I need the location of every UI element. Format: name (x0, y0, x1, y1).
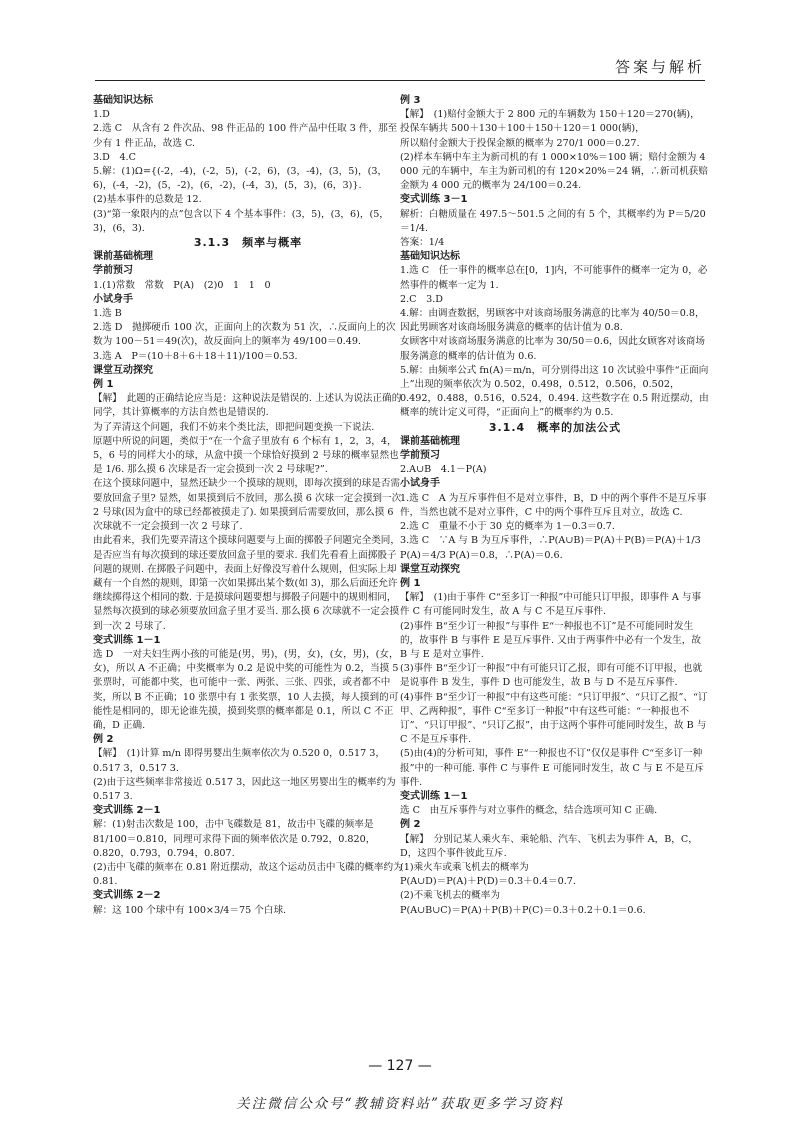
answer-paragraph: 解：(1)射击次数是 100，击中飞碟数是 81，故击中飞碟的频率是 81/100＝0.810，同理可求得下面的频率依次是 0.792，0.820，0.820，0.793，0.794，0.807. (93, 819, 376, 859)
section-heading: 例 1 (400, 577, 421, 589)
answer-paragraph: (2)击中飞碟的频率在 0.81 附近摆动，故这个运动员击中飞碟的概率约为 0.81. (93, 861, 403, 888)
answer-paragraph: 解：这 100 个球中有 100×3/4＝75 个白球. (93, 904, 287, 916)
section-heading: 变式训练 3－1 (400, 194, 468, 206)
answer-paragraph: 【解】 (1)由于事件 C“至多订一种报”中可能只订甲报，即事件 A 与事件 C 有可能同时发生，故 A 与 C 不是互斥事件. (400, 592, 702, 618)
answer-paragraph: 为了弄清这个问题，我们不妨来个类比法，即把问题变换一下说法. (93, 421, 375, 433)
answer-paragraph: (3)事件 B“至少订一种报”中有可能只订乙报，即有可能不订甲报，也就是说事件 B 发生，事件 D 也可能发生，故 B 与 D 不是互斥事件. (400, 663, 703, 689)
answer-paragraph: 【解】 此题的正确结论应当是：这种说法是错误的. 上述认为说法正确的同学，其计算概率的方法自然也是错误的. (93, 393, 402, 419)
answer-paragraph: 5.解：由频率公式 fn(A)＝m/n，可分别得出这 10 次试验中事件“正面向上”出现的频率依次为 0.502，0.498，0.512，0.506，0.502，0.492，0.488，0.516，0.524，0.494. 这些数字在 0.5 附近摆动，由概率的统计定义可得，“正面向上”的概率约为 0.5. (400, 364, 709, 419)
answer-paragraph: P(A∪B∪C)＝P(A)＋P(B)＋P(C)＝0.3＋0.2＋0.1＝0.6. (400, 904, 646, 916)
page-header (95, 50, 705, 81)
answer-paragraph: 2.C 3.D (400, 293, 443, 305)
answer-paragraph: 【解】 分别记某人乘火车、乘轮船、汽车、飞机去为事件 A，B，C，D，这四个事件彼此互斥. (400, 833, 698, 859)
chapter-title: 3.1.4 概率的加法公式 (488, 420, 622, 434)
page-number: — 127 — (368, 1058, 432, 1074)
answer-paragraph: (1)乘火车或乘飞机去的概率为 (400, 861, 529, 873)
section-heading: 课堂互动探究 (400, 563, 460, 575)
section-heading: 例 1 (93, 379, 114, 391)
section-heading: 小试身手 (400, 478, 440, 490)
answer-paragraph: 女顾客中对该商场服务满意的比率为 30/50＝0.6，因此女顾客对该商场服务满意的概率的估计值为 0.6. (400, 336, 705, 362)
answer-paragraph: 在这个摸球问题中，显然还缺少一个摸球的规则，即每次摸到的球是否需要放回盒子里? 显然，如果摸到后不放回，那么摸 6 次球一定会摸到一次 2 号球(因为盒中的球已经都被摸走了). 如果摸到后需要放回，那么摸 6 次球就不一定会摸到一次 2 号球了. (93, 478, 402, 533)
section-heading: 课前基础梳理 (400, 435, 460, 447)
answer-paragraph: 1.选 C A 为互斥事件但不是对立事件，B，D 中的两个事件不是互斥事件，当然也就不是对立事件，C 中的两个事件互斥且对立，故选 C. (400, 492, 707, 518)
section-heading: 例 2 (400, 819, 421, 831)
answer-paragraph: 1.选 C 任一事件的概率总在[0，1]内，不可能事件的概率一定为 0，必然事件的概率一定为 1. (400, 265, 708, 291)
answer-paragraph: P(A∪D)＝P(A)＋P(D)＝0.3＋0.4＝0.7. (400, 876, 576, 888)
right-column (400, 94, 710, 918)
answer-paragraph: 1.(1)常数 常数 P(A) (2)0 1 1 0 (93, 279, 271, 291)
chapter-title: 3.1.3 频率与概率 (193, 236, 303, 250)
section-heading: 学前预习 (400, 450, 440, 462)
answer-paragraph: 投保车辆共 500＋130＋100＋150＋120＝1 000(辆)， (400, 123, 645, 135)
answer-paragraph: 所以赔付金额大于投保金额的概率为 270/1 000＝0.27. (400, 137, 640, 149)
section-heading: 课前基础梳理 (93, 251, 153, 263)
answer-paragraph: 2.选 C 从含有 2 件次品、98 件正品的 100 件产品中任取 3 件，那至少有 1 件正品，故选 C. (93, 123, 398, 149)
section-heading: 变式训练 2－2 (93, 890, 161, 902)
section-heading: 例 3 (400, 95, 421, 106)
answer-paragraph: 由此看来，我们先要弄清这个摸球问题要与上面的掷骰子问题完全类同，是否应当有每次摸到的球还要放回盒子里的要求. 我们先看看上面掷骰子问题的规则. 在掷骰子问题中，表面上好像没写着什么规则，但实际上却藏有一个自然的规则，即第一次如果掷出某个数(如 3)，那么后面还允许继续掷得这个相同的数. 于是摸球问题要想与掷骰子问题中的规则相同，显然每次摸到的球必须要放回盒子里才妥当. 那么摸 6 次球就不一定会摸到一次 2 号球了. (93, 535, 400, 632)
answer-paragraph: 2.A∪B 4.1－P(A) (400, 464, 487, 476)
answer-paragraph: (5)由(4)的分析可知，事件 E“一种报也不订”仅仅是事件 C“至多订一种报”中的一种可能. 事件 C 与事件 E 可能同时发生，故 C 与 E 不是互斥事件. (400, 748, 704, 788)
answer-paragraph: 5.解：(1)Ω={(-2，-4)，(-2，5)，(-2，6)，(3，-4)，(3，5)，(3，6)，(-4，-2)，(5，-2)，(6，-2)，(-4，3)，(5，3)，(6，3)}. (93, 166, 388, 192)
answer-paragraph: 2.选 C 重量不小于 30 克的概率为 1－0.3＝0.7. (400, 521, 615, 533)
section-heading: 变式训练 1－1 (400, 790, 468, 802)
section-heading: 小试身手 (93, 293, 133, 305)
answer-paragraph: 1.选 B (93, 308, 122, 320)
answer-paragraph: (2)由于这些频率非常接近 0.517 3，因此这一地区男婴出生的概率约为 0.517 3. (93, 776, 396, 802)
answer-paragraph: 选 D 一对夫妇生两小孩的可能是(男，男)，(男，女)，(女，男)，(女，女)，所以 A 不正确；中奖概率为 0.2 是说中奖的可能性为 0.2，当摸 5 张票时，可能都中奖，也可能中一张、两张、三张、四张，或者都不中奖，所以 B 不正确；10 张票中有 1 张奖票，10 人去摸，每人摸到的可能性是相同的，即无论谁先摸，摸到奖票的概率都是 0.1，所以 C 不正确，D 正确. (93, 648, 399, 731)
answer-paragraph: (2)基本事件的总数是 12. (93, 194, 202, 206)
answer-paragraph: (3)“第一象限内的点”包含以下 4 个基本事件：(3，5)，(3，6)，(5，3)，(6，3). (93, 208, 389, 234)
footer-note: 关注微信公众号“教辅资料站”获取更多学习资料 (236, 1096, 564, 1112)
section-heading: 例 2 (93, 734, 114, 746)
answer-paragraph: (2)不乘飞机去的概率为 (400, 890, 500, 902)
answer-paragraph: 【解】 (1)赔付金额大于 2 800 元的车辆数为 150＋120＝270(辆)， (400, 109, 700, 121)
section-heading: 课堂互动探究 (93, 364, 153, 376)
answer-paragraph: 2.选 D 抛掷硬币 100 次，正面向上的次数为 51 次，∴反面向上的次数为 100－51＝49(次)，故反面向上的频率为 49/100＝0.49. (93, 322, 396, 348)
answer-paragraph: (2)事件 B“至少订一种报”与事件 E“一种报也不订”是不可能同时发生的，故事件 B 与事件 E 是互斥事件. 又由于两事件中必有一个发生，故 B 与 E 是对立事件. (400, 620, 701, 660)
answer-paragraph: 3.D 4.C (93, 151, 136, 163)
left-column (93, 94, 403, 918)
section-heading: 学前预习 (93, 265, 133, 277)
answer-paragraph: 3.选 C ∵A 与 B 为互斥事件，∴P(A∪B)＝P(A)＋P(B)＝P(A)＋1/3 P(A)＝4/3 P(A)＝0.8，∴P(A)＝0.6. (400, 535, 701, 561)
section-heading: 变式训练 2－1 (93, 805, 161, 817)
answer-paragraph: 原题中所说的问题，类似于“在一个盒子里放有 6 个标有 1，2，3，4，5，6 号的同样大小的球，从盒中摸一个球恰好摸到 2 号球的概率显然也是 1/6. 那么摸 6 次球是否一定会摸到一次 2 号球呢?”. (93, 435, 399, 476)
section-heading: 变式训练 1－1 (93, 634, 161, 646)
answer-paragraph: 答案：1/4 (400, 237, 445, 249)
section-heading: 基础知识达标 (400, 251, 460, 263)
header-title: 答案与解析 (614, 58, 705, 76)
answer-paragraph: 3.选 A P＝(10＋8＋6＋18＋11)/100＝0.53. (93, 350, 298, 362)
answer-paragraph: 解析：白糖质量在 497.5～501.5 之间的有 5 个，其概率约为 P＝5/20＝1/4. (400, 208, 706, 234)
section-heading: 基础知识达标 (93, 95, 153, 106)
answer-paragraph: 选 C 由互斥事件与对立事件的概念，结合选项可知 C 正确. (400, 805, 658, 817)
answer-paragraph: 4.解：由调查数据，男顾客中对该商场服务满意的比率为 40/50＝0.8，因此男顾客对该商场服务满意的概率的估计值为 0.8. (400, 308, 705, 334)
answer-paragraph: 【解】 (1)计算 m/n 即得男婴出生频率依次为 0.520 0，0.517 3，0.517 3，0.517 3. (93, 748, 385, 774)
answer-paragraph: (2)样本车辆中车主为新司机的有 1 000×10%＝100 辆；赔付金额为 4 000 元的车辆中，车主为新司机的有 120×20%＝24 辆，∴新司机获赔金额为 4 000 元的概率为 24/100＝0.24. (400, 151, 708, 192)
answer-paragraph: (4)事件 B“至少订一种报”中有这些可能：“只订甲报”、“只订乙报”、“订甲、乙两种报”，事件 C“至多订一种报”中有这些可能：“一种报也不订”、“只订甲报”、“只订乙报”，由于这两个事件可能同时发生，故 B 与 C 不是互斥事件. (400, 691, 708, 746)
answer-paragraph: 1.D (93, 109, 110, 121)
